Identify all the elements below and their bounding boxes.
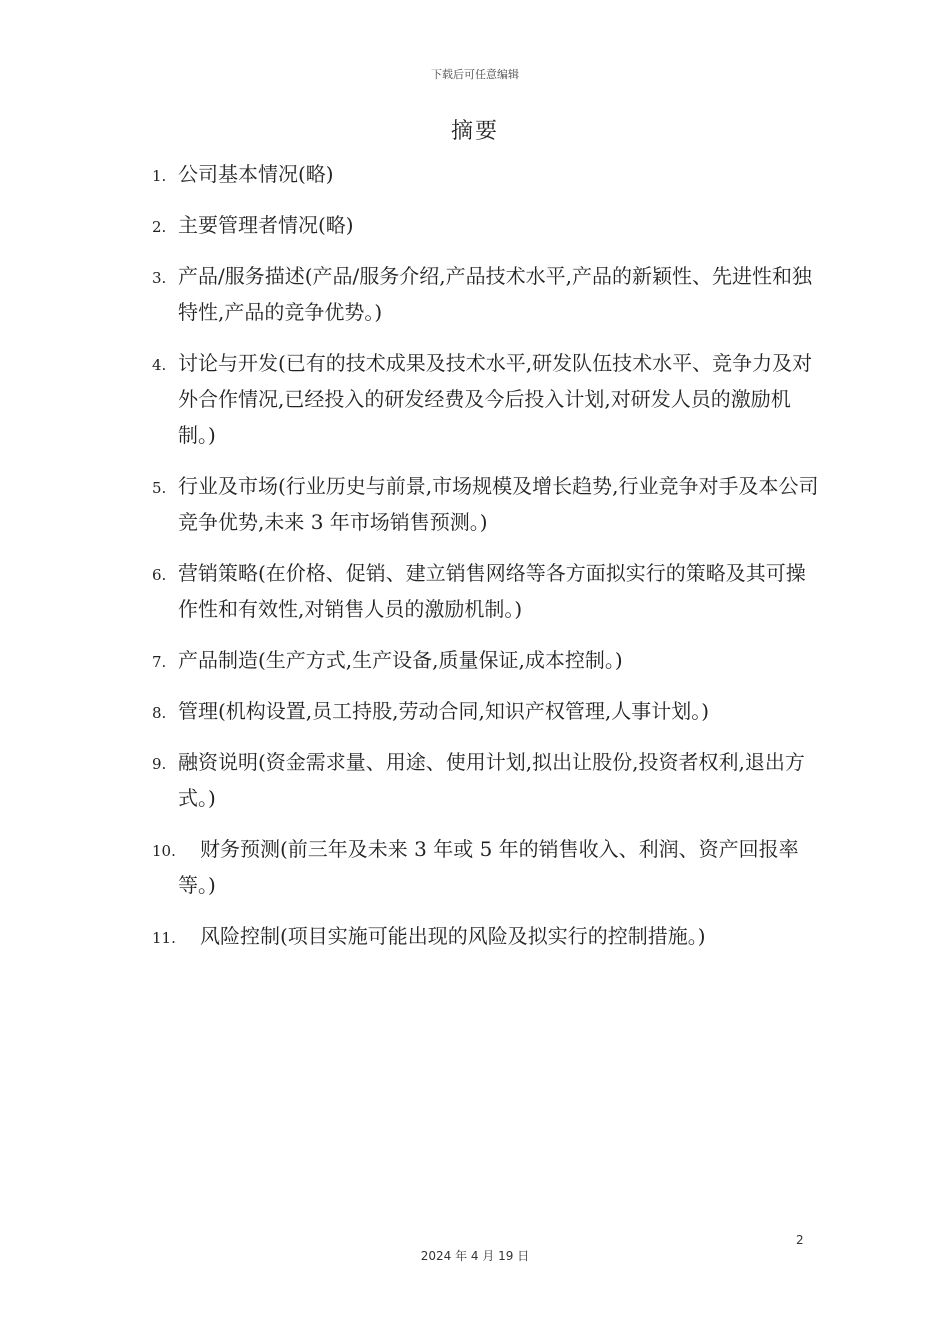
item-number: 11. bbox=[152, 929, 176, 947]
list-item bbox=[152, 207, 824, 243]
list-item bbox=[152, 918, 824, 954]
item-text: 行业及市场(行业历史与前景,市场规模及增长趋势,行业竞争对手及本公司竞争优势,未来 3 年市场销售预测。) bbox=[178, 474, 819, 534]
item-number: 1. bbox=[152, 167, 167, 185]
item-text: 讨论与开发(已有的技术成果及技术水平,研发队伍技术水平、竞争力及对外合作情况,已经投入的研发经费及今后投入计划,对研发人员的激励机制。) bbox=[178, 351, 813, 447]
item-text: 产品/服务描述(产品/服务介绍,产品技术水平,产品的新颖性、先进性和独特性,产品的竞争优势。) bbox=[178, 264, 812, 324]
page-number: 2 bbox=[796, 1233, 804, 1247]
item-number: 3. bbox=[152, 269, 167, 287]
item-number: 9. bbox=[152, 755, 167, 773]
item-text: 公司基本情况(略) bbox=[178, 162, 334, 186]
item-text: 风险控制(项目实施可能出现的风险及拟实行的控制措施。) bbox=[200, 924, 706, 948]
item-number: 7. bbox=[152, 653, 167, 671]
item-text: 融资说明(资金需求量、用途、使用计划,拟出让股份,投资者权利,退出方式。) bbox=[178, 750, 805, 810]
item-number: 8. bbox=[152, 704, 167, 722]
list-item bbox=[152, 468, 824, 540]
item-text: 产品制造(生产方式,生产设备,质量保证,成本控制。) bbox=[178, 648, 623, 672]
item-number: 6. bbox=[152, 566, 167, 584]
list-item bbox=[152, 555, 824, 627]
list-item bbox=[152, 744, 824, 816]
list-item bbox=[152, 642, 824, 678]
page-header: 下载后可任意编辑 bbox=[431, 68, 519, 81]
item-number: 5. bbox=[152, 479, 167, 497]
list-item bbox=[152, 156, 824, 192]
item-number: 2. bbox=[152, 218, 167, 236]
list-item bbox=[152, 345, 824, 453]
item-text: 管理(机构设置,员工持股,劳动合同,知识产权管理,人事计划。) bbox=[178, 699, 710, 723]
document-title: 摘要 bbox=[450, 119, 499, 144]
item-text: 营销策略(在价格、促销、建立销售网络等各方面拟实行的策略及其可操作性和有效性,对销售人员的激励机制。) bbox=[178, 561, 806, 621]
list-item bbox=[152, 693, 824, 729]
footer-date: 2024 年 4 月 19 日 bbox=[420, 1249, 530, 1263]
list-item bbox=[152, 831, 824, 903]
item-number: 10. bbox=[152, 842, 176, 860]
summary-list bbox=[152, 156, 824, 969]
item-text: 财务预测(前三年及未来 3 年或 5 年的销售收入、利润、资产回报率等。) bbox=[178, 837, 799, 897]
item-text: 主要管理者情况(略) bbox=[178, 213, 354, 237]
item-number: 4. bbox=[152, 356, 167, 374]
list-item bbox=[152, 258, 824, 330]
